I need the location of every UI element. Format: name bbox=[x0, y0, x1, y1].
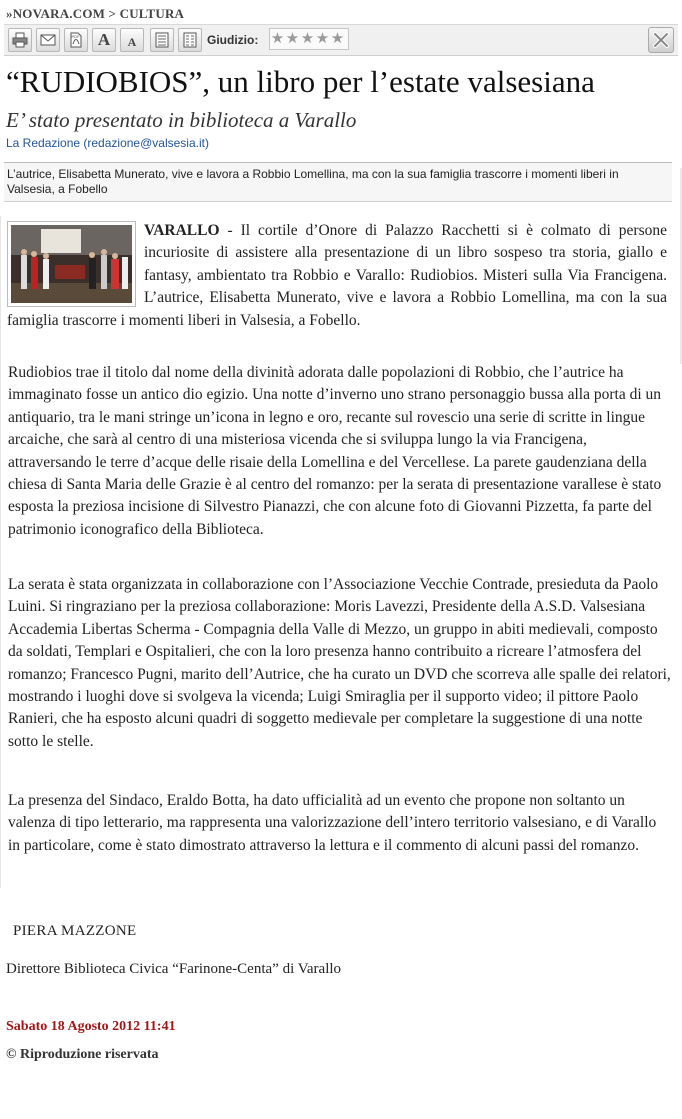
font-larger-button[interactable] bbox=[92, 28, 116, 52]
breadcrumb-site-link[interactable]: NOVARA.COM bbox=[12, 6, 106, 21]
article-author[interactable]: La Redazione (redazione@valsesia.it) bbox=[6, 136, 209, 150]
signature-role: Direttore Biblioteca Civica “Farinone-Centa” di Varallo bbox=[6, 961, 342, 977]
view-columns-button[interactable] bbox=[178, 28, 202, 52]
text-page-icon bbox=[154, 32, 170, 48]
breadcrumb bbox=[6, 6, 184, 22]
paragraph-1-text: - Il cortile d’Onore di Palazzo Racchetti si è colmato di persone incuriosite di assistere alla presentazione di un libro sospeso tra storia, giallo e fantasy, ambientato tra Robbio e Varallo: Rudiobios. Misteri sulla Via Francigena. L’autrice, Elisabetta Munerato, vive e lavora a Robbio Lomellina, ma con la sua famiglia trascorre i momenti liberi in Valsesia, a Fobello. bbox=[7, 222, 667, 329]
rating-star-icon[interactable]: ★ bbox=[330, 31, 345, 47]
publish-date: Sabato 18 Agosto 2012 11:41 bbox=[6, 1019, 176, 1034]
font-smaller-button[interactable] bbox=[120, 28, 144, 52]
signature-name: PIERA MAZZONE bbox=[13, 923, 137, 939]
view-single-column-button[interactable] bbox=[150, 28, 174, 52]
rating-star-icon[interactable]: ★ bbox=[270, 31, 285, 47]
article-subtitle: E’ stato presentato in biblioteca a Varallo bbox=[6, 108, 357, 132]
dateline-place: VARALLO bbox=[144, 222, 220, 239]
rating-star-icon[interactable]: ★ bbox=[315, 31, 330, 47]
printer-icon bbox=[12, 32, 28, 48]
paragraph-2: Rudiobios trae il titolo dal nome della divinità adorata dalle popolazioni di Robbio, che l’autrice ha immaginato fosse un antico dio egizio. Una notte d’inverno uno strano personaggio bussa alla porta di un antiquario, tra le mani stringe un’icona in legno e oro, recante sul rovescio una serie di scritte in lingue arcaiche, che sarà al centro di una misteriosa vicenda che si sviluppa lungo la via Francigena, attraversando le terre d’acque delle risaie della Lomellina e del Vercellese. La parete gaudenziana della chiesa di Santa Maria delle Grazie è al centro del romanzo: per la serata di presentazione varallese è stato esposta la preziosa incisione di Silvestro Pianazzi, che con alcune foto di Giovanni Pizzetta, fa parte del patrimonio iconografico della Biblioteca. bbox=[8, 364, 662, 538]
breadcrumb-prefix: » bbox=[6, 6, 13, 21]
pdf-button[interactable] bbox=[64, 28, 88, 52]
copyright-notice: © Riproduzione riservata bbox=[6, 1047, 159, 1062]
print-button[interactable] bbox=[8, 28, 32, 52]
rating-label: Giudizio: bbox=[207, 33, 259, 47]
breadcrumb-section-link[interactable]: CULTURA bbox=[119, 6, 185, 21]
columns-page-icon bbox=[182, 32, 198, 48]
close-button[interactable] bbox=[648, 27, 674, 53]
pdf-icon bbox=[68, 32, 84, 48]
article-toolbar bbox=[4, 24, 678, 56]
rating-stars bbox=[269, 28, 349, 50]
close-icon bbox=[649, 28, 673, 52]
paragraph-4: La presenza del Sindaco, Eraldo Botta, ha dato ufficialità ad un evento che propone non soltanto un valenza di tipo letterario, ma rappresenta una valorizzazione dell’intero territorio valsesiano, e di Varallo in particolare, come è stato dimostrato attraverso la lettura e il commento di alcuni passi del romanzo. bbox=[8, 792, 657, 854]
email-button[interactable] bbox=[36, 28, 60, 52]
pdf-icon-text: PDF bbox=[71, 34, 80, 39]
envelope-icon bbox=[40, 32, 56, 48]
rating-star-icon[interactable]: ★ bbox=[300, 31, 315, 47]
paragraph-1 bbox=[7, 220, 667, 332]
paragraph-3: La serata è stata organizzata in collaborazione con l’Associazione Vecchie Contrade, presieduta da Paolo Luini. Si ringraziano per la preziosa collaborazione: Moris Lavezzi, Presidente della A.S.D. Valsesiana Accademia Libertas Scherma - Compagnia della Valle di Mezzo, un gruppo in abiti medievali, composto da soldati, Templari e Ospitalieri, che con la loro presenza hanno contribuito a ricreare l’atmosfera del romanzo; Francesco Pugni, marito dell’Autrice, che ha curato un DVD che scorreva alle spalle dei relatori, mostrando i luoghi dove si svolgeva la vicenda; Luigi Smiraglia per il supporto video; il pittore Paolo Ranieri, che ha esposto alcuni quadri di soggetto medievale per completare la suggestione di una notte sotto le stelle. bbox=[8, 576, 671, 750]
font-smaller-icon: A bbox=[127, 35, 137, 49]
breadcrumb-separator: > bbox=[105, 6, 120, 21]
rating-star-icon[interactable]: ★ bbox=[285, 31, 300, 47]
article-body bbox=[0, 216, 682, 888]
article-title: “RUDIOBIOS”, un libro per l’estate valsesiana bbox=[6, 64, 595, 99]
font-larger-icon: A bbox=[97, 30, 111, 49]
paragraph-intro bbox=[7, 220, 667, 332]
article-summary: L’autrice, Elisabetta Munerato, vive e lavora a Robbio Lomellina, ma con la sua famiglia trascorre i momenti liberi in Valsesia, a Fobello bbox=[4, 162, 672, 202]
